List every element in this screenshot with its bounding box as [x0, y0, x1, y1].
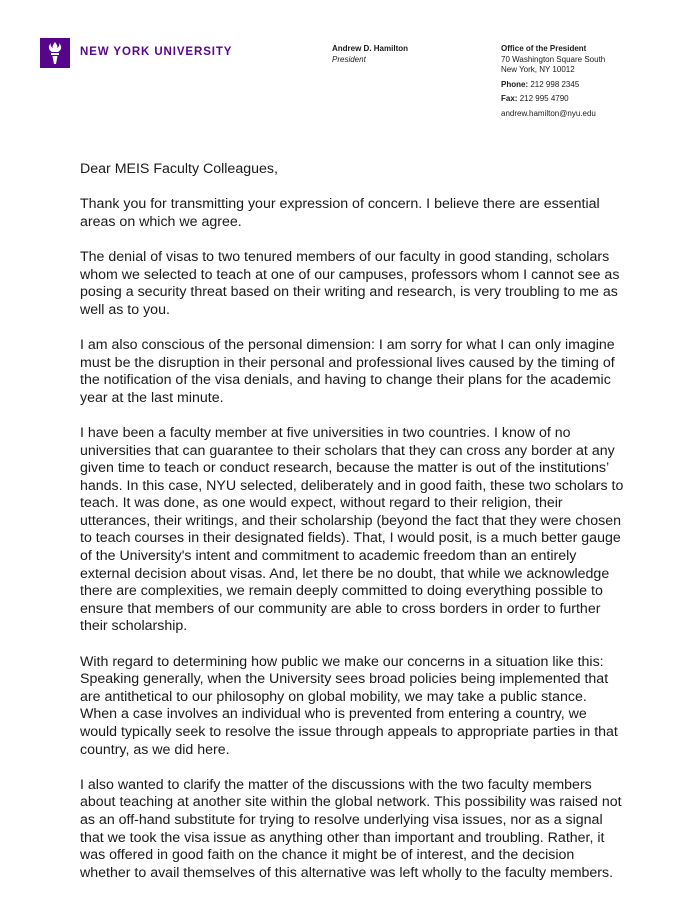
- letter-body: [80, 161, 625, 900]
- office-block: [501, 44, 605, 119]
- office-title: Office of the President: [501, 44, 587, 53]
- phone-label: Phone:: [501, 79, 529, 89]
- university-name: NEW YORK UNIVERSITY: [80, 46, 233, 58]
- paragraph: I have been a faculty member at five universities in two countries. I know of no universities that can guarantee to their scholars that they can cross any border at any given time to teach or conduct research, because the matter is out of the institutions’ hands. In this case, NYU selected, deliberately and in good faith, these two scholars to teach. It was done, as one would expect, without regard to their religion, their utterances, their writings, and their scholarship (beyond the fact that they were chosen to teach courses in their designated fields). That, I would posit, is a much better gauge of the University's intent and commitment to academic freedom than an entirely external decision about visas. And, let there be no doubt, that while we acknowledge there are complexities, we remain deeply committed to doing everything possible to ensure that members of our community are able to cross borders in order to further their scholarship.: [80, 424, 624, 635]
- paragraph: The denial of visas to two tenured members of our faculty in good standing, scholars whom we selected to teach at one of our campuses, professors whom I cannot see as posing a security threat based on their writing and research, is very troubling to me as well as to you.: [80, 248, 620, 318]
- paragraph: I also wanted to clarify the matter of the discussions with the two faculty members about teaching at another site within the global network. This possibility was raised not as an off-hand substitute for trying to resolve underlying visa issues, nor as a signal that we took the visa issue as anything other than important and troubling. Rather, it was offered in good faith on the chance it might be of interest, and the decision whether to avail themselves of this alternative was left wholly to the faculty members.: [80, 776, 622, 881]
- fax-number: 212 995 4790: [519, 94, 569, 103]
- paragraph: With regard to determining how public we make our concerns in a situation like this: Speaking generally, when the University sees broad policies being implemented that are antithetical to our philosophy on global mobility, we may take a public stance. When a case involves an individual who is prevented from entering a country, we would typically seek to resolve the issue through appeals to appropriate parties in that country, as we did here.: [80, 653, 618, 758]
- address-line-2: New York, NY 10012: [501, 65, 575, 74]
- nyu-torch-icon: [46, 41, 64, 65]
- sender-block: [332, 44, 408, 65]
- fax-line: [501, 94, 605, 105]
- salutation: Dear MEIS Faculty Colleagues,: [80, 161, 278, 177]
- email-address: andrew.hamilton@nyu.edu: [501, 108, 596, 118]
- nyu-logo: [40, 38, 70, 68]
- address-line-1: 70 Washington Square South: [501, 54, 606, 64]
- fax-label: Fax:: [501, 94, 518, 103]
- sender-name: Andrew D. Hamilton: [332, 44, 409, 53]
- paragraph: I am also conscious of the personal dimension: I am sorry for what I can only imagine must be the disruption in their personal and professional lives caused by the timing of the notification of the visa denials, and having to change their plans for the academic year at the last minute.: [80, 336, 615, 406]
- phone-line: [501, 80, 605, 91]
- phone-number: 212 998 2345: [530, 79, 580, 89]
- paragraph: Thank you for transmitting your expression of concern. I believe there are essential areas on which we agree.: [80, 196, 600, 230]
- sender-title: President: [332, 54, 366, 64]
